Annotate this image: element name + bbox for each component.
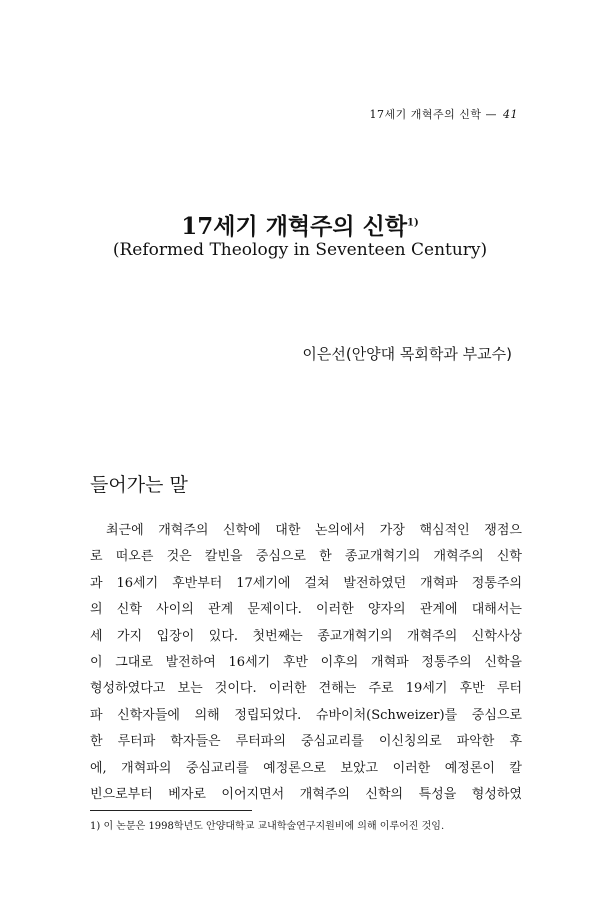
body-line: 에, 개혁파의 중심교리를 예정론으로 보았고 이러한 예정론이 칼 xyxy=(90,760,522,776)
body-line: 형성하였다고 보는 것이다. 이러한 견해는 주로 19세기 후반 루터 xyxy=(90,681,522,697)
body-line: 세 가지 입장이 있다. 첫번째는 종교개혁기의 개혁주의 신학사상 xyxy=(90,628,522,644)
page-number: 41 xyxy=(503,108,518,121)
section-heading: 들어가는 말 xyxy=(90,474,188,496)
body-line: 최근에 개혁주의 신학에 대한 논의에서 가장 핵심적인 쟁점으 xyxy=(106,523,522,538)
running-header xyxy=(370,106,519,122)
body-line: 한 루터파 학자들은 루터파의 중심교리를 이신칭의로 파악한 후 xyxy=(90,734,522,750)
paper-subtitle: (Reformed Theology in Seventeen Century) xyxy=(112,240,488,260)
body-line: 로 떠오른 것은 칼빈을 중심으로 한 종교개혁기의 개혁주의 신학 xyxy=(90,549,522,565)
body-line: 파 신학자들에 의해 정립되었다. 슈바이처(Schweizer)를 중심으로 xyxy=(90,707,522,723)
body-line: 빈으로부터 베자로 이어지면서 개혁주의 신학의 특성을 형성하였 xyxy=(90,787,522,803)
running-header-text: 17세기 개혁주의 신학 — xyxy=(369,108,497,121)
body-paragraph xyxy=(90,518,522,808)
title-footnote-mark: 1) xyxy=(407,217,419,229)
body-line: 과 16세기 후반부터 17세기에 걸쳐 발전하였던 개혁파 정통주의 xyxy=(90,575,522,591)
footnote: 1) 이 논문은 1998학년도 안양대학교 교내학술연구지원비에 의해 이루어진 것임. xyxy=(90,821,445,832)
footnote-divider xyxy=(90,810,252,811)
paper-title-text: 17세기 개혁주의 신학 xyxy=(181,213,408,240)
author-line: 이은선(안양대 목회학과 부교수) xyxy=(302,345,512,363)
paper-title xyxy=(0,208,600,241)
body-line: 이 그대로 발전하여 16세기 후반 이후의 개혁파 정통주의 신학을 xyxy=(90,655,522,671)
body-line: 의 신학 사이의 관계 문제이다. 이러한 양자의 관계에 대해서는 xyxy=(90,602,522,618)
